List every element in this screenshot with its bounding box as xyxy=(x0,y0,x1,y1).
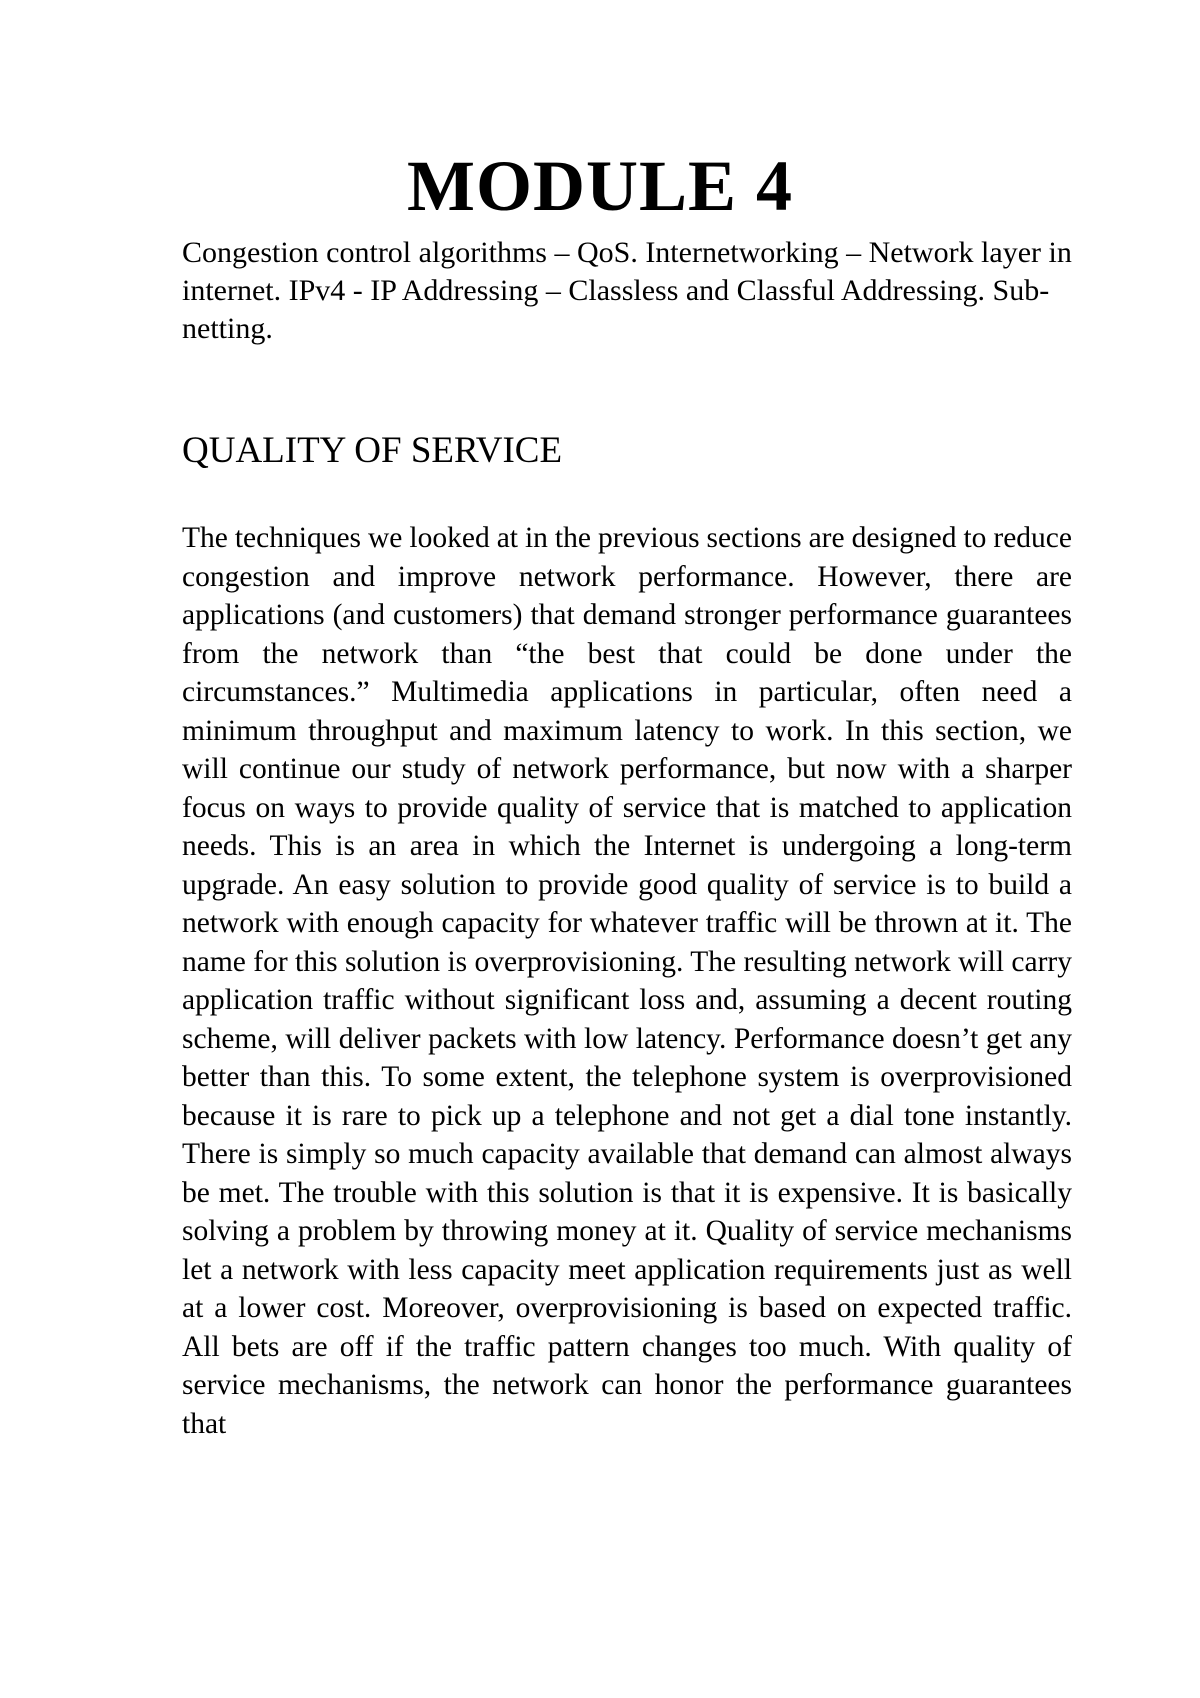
module-title: MODULE 4 xyxy=(407,146,793,226)
section-heading: QUALITY OF SERVICE xyxy=(182,430,563,471)
module-summary: Congestion control algorithms – QoS. Internetworking – Network layer in internet. IPv4 - IP Addressing – Classless and Classful Addressing. Sub-netting. xyxy=(182,236,1072,345)
body-paragraph: The techniques we looked at in the previous sections are designed to reduce congestion and improve network performance. However, there are applications (and customers) that demand stronger performance guarantees from the network than “the best that could be done under the circumstances.” Multimedia applications in particular, often need a minimum throughput and maximum latency to work. In this section, we will continue our study of network performance, but now with a sharper focus on ways to provide quality of service that is matched to application needs. This is an area in which the Internet is undergoing a long-term upgrade. An easy solution to provide good quality of service is to build a network with enough capacity for whatever traffic will be thrown at it. The name for this solution is overprovisioning. The resulting network will carry application traffic without significant loss and, assuming a decent routing scheme, will deliver packets with low latency. Performance doesn’t get any better than this. To some extent, the telephone system is overprovisioned because it is rare to pick up a telephone and not get a dial tone instantly. There is simply so much capacity available that demand can almost always be met. The trouble with this solution is that it is expensive. It is basically solving a problem by throwing money at it. Quality of service mechanisms let a network with less capacity meet application requirements just as well at a lower cost. Moreover, overprovisioning is based on expected traffic. All bets are off if the traffic pattern changes too much. With quality of service mechanisms, the network can honor the performance guarantees that xyxy=(182,522,1072,1440)
